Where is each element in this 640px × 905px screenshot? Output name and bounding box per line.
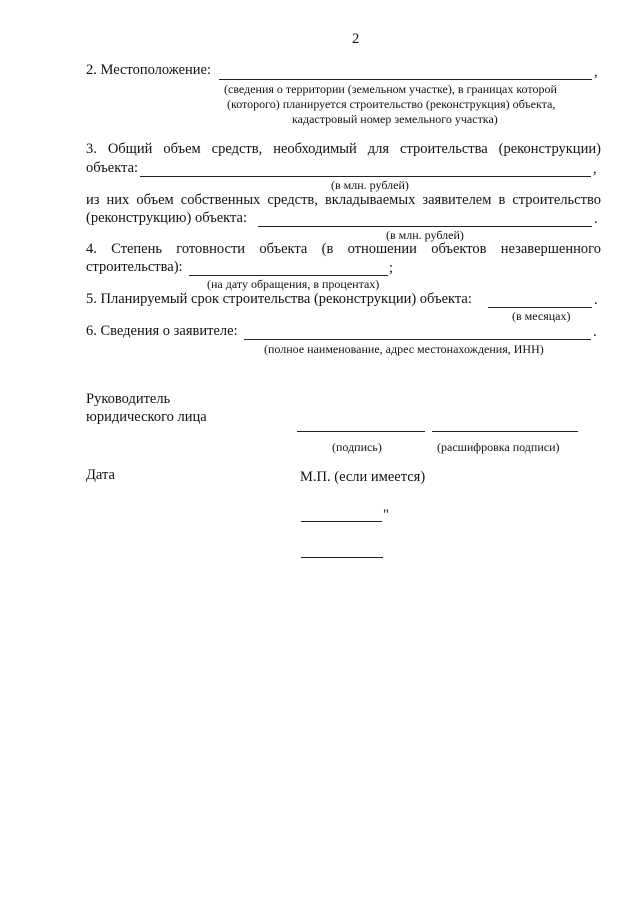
item3-hint: (в млн. рублей) [331, 178, 409, 192]
item5-end: . [594, 292, 598, 308]
date-quote-mark: " [383, 507, 389, 523]
item4-w7: незавершенного [500, 241, 601, 257]
item3-total-funds-field[interactable] [140, 176, 591, 177]
item4-w2: готовности [176, 241, 246, 257]
item4-w0: 4. [86, 241, 97, 257]
item4-end: ; [389, 260, 394, 276]
own-w5: вкладываемых [324, 192, 416, 208]
item4-w3: объекта [259, 241, 308, 257]
item3-own-funds-field[interactable] [258, 226, 592, 227]
item2-hint-line3: кадастровый номер земельного участка) [292, 112, 498, 126]
item3-w1: Общий [107, 141, 153, 157]
item3-own-funds-hint: (в млн. рублей) [386, 228, 464, 242]
item3-w5: для [367, 141, 390, 157]
signature-decode-field[interactable] [432, 431, 578, 432]
signature-head-line1: Руководитель [86, 391, 171, 407]
signature-hint: (подпись) [332, 440, 382, 454]
date-day-field[interactable] [301, 521, 382, 522]
signature-head-line2: юридического лица [86, 409, 207, 425]
item3-w7: (реконструкции) [498, 141, 601, 157]
date-label: Дата [86, 467, 115, 483]
item6-applicant-field[interactable] [244, 339, 591, 340]
item3-w6: строительства [400, 141, 488, 157]
own-w8: строительство [512, 192, 601, 208]
item4-hint: (на дату обращения, в процентах) [207, 277, 380, 291]
date-month-field[interactable] [301, 557, 383, 558]
own-w4: средств, [267, 192, 318, 208]
item2-hint-line1: (сведения о территории (земельном участке), в границах которой [224, 82, 557, 96]
item2-location-field[interactable] [219, 79, 592, 80]
item6-hint: (полное наименование, адрес местонахождения, ИНН) [264, 342, 544, 356]
item5-term-field[interactable] [488, 307, 592, 308]
stamp-label: М.П. (если имеется) [300, 469, 426, 485]
item3-own-funds-end: . [594, 211, 598, 227]
own-w7: в [498, 192, 506, 208]
item6-label: 6. Сведения о заявителе: [86, 323, 238, 339]
item4-readiness-field[interactable] [189, 275, 388, 276]
own-w3: собственных [180, 192, 261, 208]
item3-end: , [593, 161, 597, 177]
own-w0: из [86, 192, 100, 208]
own-w2: объем [136, 192, 174, 208]
own-w6: заявителем [422, 192, 492, 208]
item2-label: 2. Местоположение: [86, 62, 212, 78]
item4-line2-label: строительства): [86, 259, 183, 275]
item4-w1: Степень [111, 241, 162, 257]
item2-end: , [594, 64, 598, 80]
item5-hint: (в месяцах) [512, 309, 571, 323]
item4-w4: (в [321, 241, 334, 257]
item3-line1 [86, 141, 601, 158]
signature-field[interactable] [297, 431, 425, 432]
item3-w2: объем [163, 141, 201, 157]
own-w1: них [106, 192, 130, 208]
item5-label: 5. Планируемый срок строительства (реконструкции) объекта: [86, 291, 472, 307]
item4-line1 [86, 241, 601, 258]
page-number: 2 [352, 31, 360, 47]
item3-w0: 3. [86, 141, 97, 157]
item3-w3: средств, [211, 141, 263, 157]
item3-w4: необходимый [273, 141, 357, 157]
item4-w5: отношении [347, 241, 417, 257]
item3-line2-label: объекта: [86, 160, 139, 176]
item3-own-funds-line1 [86, 192, 601, 209]
signature-decode-hint: (расшифровка подписи) [437, 440, 560, 454]
item6-end: . [593, 324, 597, 340]
item3-own-funds-label: (реконструкцию) объекта: [86, 210, 247, 226]
item2-hint-line2: (которого) планируется строительство (реконструкция) объекта, [227, 97, 556, 111]
item4-w6: объектов [431, 241, 487, 257]
